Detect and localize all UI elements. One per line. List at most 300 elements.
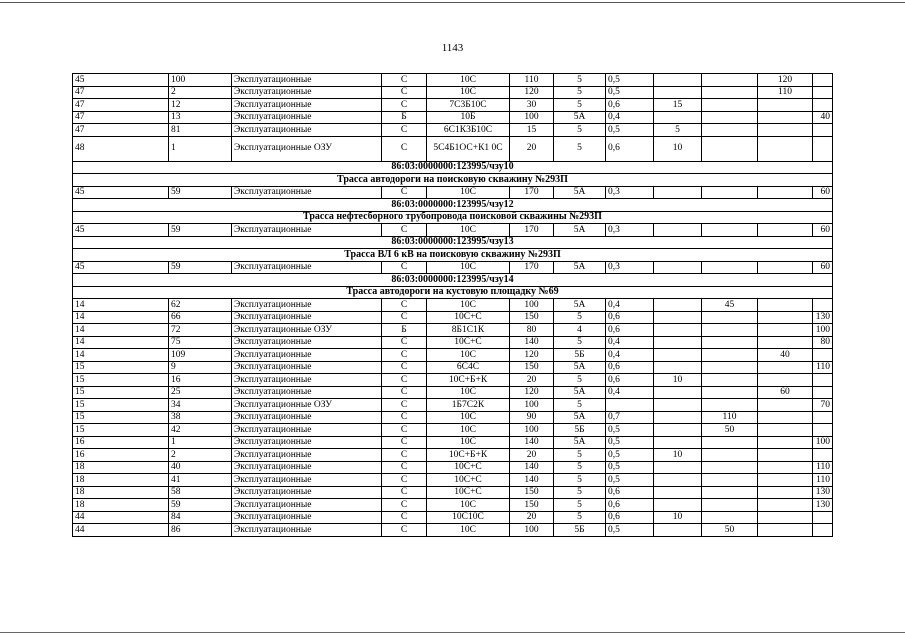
cell-age: 100 — [510, 424, 554, 437]
scan-edge-top — [0, 2, 905, 3]
cell-stock-a — [654, 524, 702, 537]
cell-species: Б — [382, 324, 427, 337]
cell-age: 140 — [510, 436, 554, 449]
cell-stock-b — [702, 124, 758, 137]
cell-bonitet: 5А — [554, 299, 606, 312]
cell-stock-a: 10 — [654, 511, 702, 524]
cell-species: С — [382, 349, 427, 362]
cell-stock-c — [758, 436, 813, 449]
cell-quarter: 18 — [73, 486, 169, 499]
cell-bonitet: 5 — [554, 474, 606, 487]
cell-bonitet: 5 — [554, 136, 606, 161]
cell-stock-a — [654, 499, 702, 512]
cell-density: 0,6 — [606, 486, 654, 499]
cell-stock-d — [813, 424, 833, 437]
cell-quarter: 14 — [73, 324, 169, 337]
cell-bonitet: 5А — [554, 111, 606, 124]
cell-stock-c — [758, 424, 813, 437]
cell-quarter: 16 — [73, 449, 169, 462]
table-row — [73, 486, 833, 499]
cell-stock-b — [702, 261, 758, 274]
cell-age: 20 — [510, 374, 554, 387]
cell-stock-b — [702, 136, 758, 161]
cell-category: Эксплуатационные — [232, 374, 382, 387]
cell-stock-d — [813, 411, 833, 424]
table-row — [73, 224, 833, 237]
cell-age: 100 — [510, 111, 554, 124]
section-header-row — [73, 199, 833, 212]
cell-composition: 10С — [427, 261, 510, 274]
cell-quarter: 14 — [73, 311, 169, 324]
cell-stock-c — [758, 261, 813, 274]
cell-species: С — [382, 361, 427, 374]
cell-bonitet: 5Б — [554, 349, 606, 362]
cell-stock-b — [702, 486, 758, 499]
cell-density: 0,6 — [606, 311, 654, 324]
cell-species: С — [382, 436, 427, 449]
cell-density: 0,4 — [606, 336, 654, 349]
cell-plot: 40 — [169, 461, 232, 474]
cell-stock-b — [702, 224, 758, 237]
cell-stock-b: 50 — [702, 524, 758, 537]
cell-composition: 10С — [427, 86, 510, 99]
cell-density: 0,6 — [606, 136, 654, 161]
section-title: Трасса автодороги на поисковую скважину №293П — [73, 174, 833, 187]
cell-stock-a — [654, 299, 702, 312]
cell-plot: 81 — [169, 124, 232, 137]
cell-stock-a — [654, 461, 702, 474]
cell-plot: 86 — [169, 524, 232, 537]
cell-density: 0,5 — [606, 474, 654, 487]
cell-quarter: 15 — [73, 374, 169, 387]
section-header-row — [73, 174, 833, 187]
cell-stock-c — [758, 524, 813, 537]
cell-density: 0,6 — [606, 361, 654, 374]
cell-quarter: 16 — [73, 436, 169, 449]
cell-bonitet: 5А — [554, 436, 606, 449]
cell-stock-a: 10 — [654, 449, 702, 462]
cell-stock-a — [654, 349, 702, 362]
cell-age: 150 — [510, 361, 554, 374]
cell-stock-c — [758, 111, 813, 124]
cell-composition: 10С+Б+К — [427, 449, 510, 462]
cell-plot: 12 — [169, 99, 232, 112]
cell-density: 0,5 — [606, 449, 654, 462]
cell-plot: 25 — [169, 386, 232, 399]
cell-stock-a — [654, 324, 702, 337]
cell-stock-a — [654, 361, 702, 374]
table-row — [73, 511, 833, 524]
cell-composition: 5С4Б1ОС+К1 0С — [427, 136, 510, 161]
table-row — [73, 311, 833, 324]
cell-age: 120 — [510, 386, 554, 399]
cell-stock-c — [758, 511, 813, 524]
cell-plot: 58 — [169, 486, 232, 499]
cell-density: 0,4 — [606, 111, 654, 124]
forest-inventory-table — [72, 73, 833, 537]
cell-stock-d — [813, 74, 833, 87]
section-header-row — [73, 249, 833, 262]
table-row — [73, 349, 833, 362]
cell-composition: 10С+Б+К — [427, 374, 510, 387]
cell-stock-c — [758, 499, 813, 512]
cell-composition: 10С — [427, 424, 510, 437]
cell-species: С — [382, 524, 427, 537]
cell-plot: 42 — [169, 424, 232, 437]
cell-density: 0,6 — [606, 499, 654, 512]
cell-density: 0,5 — [606, 461, 654, 474]
cell-species: С — [382, 124, 427, 137]
cell-stock-c — [758, 299, 813, 312]
cell-stock-b: 50 — [702, 424, 758, 437]
cell-composition: 10С — [427, 349, 510, 362]
table-row — [73, 111, 833, 124]
cell-species: С — [382, 299, 427, 312]
cell-composition: 10С+С — [427, 336, 510, 349]
cell-quarter: 18 — [73, 499, 169, 512]
cell-category: Эксплуатационные — [232, 261, 382, 274]
cell-species: С — [382, 399, 427, 412]
cell-stock-c: 110 — [758, 86, 813, 99]
cell-stock-a — [654, 311, 702, 324]
cell-category: Эксплуатационные — [232, 499, 382, 512]
cell-stock-d: 130 — [813, 499, 833, 512]
cell-composition: 6С4С — [427, 361, 510, 374]
cell-stock-c — [758, 186, 813, 199]
cell-plot: 41 — [169, 474, 232, 487]
cell-stock-b — [702, 349, 758, 362]
cell-density: 0,6 — [606, 511, 654, 524]
cell-stock-d: 100 — [813, 324, 833, 337]
cell-age: 140 — [510, 461, 554, 474]
cell-stock-d — [813, 374, 833, 387]
cell-category: Эксплуатационные — [232, 111, 382, 124]
cell-species: С — [382, 186, 427, 199]
cell-stock-b — [702, 99, 758, 112]
cell-stock-d: 70 — [813, 399, 833, 412]
cell-age: 90 — [510, 411, 554, 424]
cell-stock-b — [702, 499, 758, 512]
cell-composition: 10С — [427, 524, 510, 537]
cell-species: С — [382, 224, 427, 237]
cell-composition: 10С+С — [427, 311, 510, 324]
cell-stock-d — [813, 511, 833, 524]
cell-species: С — [382, 99, 427, 112]
cell-age: 170 — [510, 261, 554, 274]
cell-stock-a: 10 — [654, 374, 702, 387]
cell-category: Эксплуатационные — [232, 486, 382, 499]
cell-composition: 10С10С — [427, 511, 510, 524]
cell-bonitet: 5 — [554, 399, 606, 412]
cell-quarter: 45 — [73, 224, 169, 237]
table-row — [73, 436, 833, 449]
table-row — [73, 449, 833, 462]
cell-age: 150 — [510, 311, 554, 324]
cell-species: Б — [382, 111, 427, 124]
cell-composition: 1Б7С2К — [427, 399, 510, 412]
cell-stock-a — [654, 399, 702, 412]
cell-plot: 13 — [169, 111, 232, 124]
cell-stock-d — [813, 524, 833, 537]
cell-density: 0,6 — [606, 99, 654, 112]
cell-density: 0,6 — [606, 374, 654, 387]
cell-species: С — [382, 74, 427, 87]
cell-stock-c — [758, 136, 813, 161]
cell-plot: 38 — [169, 411, 232, 424]
cell-composition: 10С — [427, 436, 510, 449]
cell-quarter: 14 — [73, 336, 169, 349]
cell-category: Эксплуатационные — [232, 361, 382, 374]
cell-stock-b — [702, 186, 758, 199]
cell-stock-a — [654, 436, 702, 449]
cell-stock-a — [654, 186, 702, 199]
cell-stock-b — [702, 374, 758, 387]
cell-stock-c — [758, 449, 813, 462]
cell-stock-b — [702, 311, 758, 324]
cell-stock-c — [758, 99, 813, 112]
cell-density: 0,4 — [606, 386, 654, 399]
cell-species: С — [382, 336, 427, 349]
cell-quarter: 47 — [73, 86, 169, 99]
cell-plot: 59 — [169, 224, 232, 237]
cell-composition: 10С — [427, 386, 510, 399]
cell-category: Эксплуатационные — [232, 436, 382, 449]
cell-stock-b — [702, 361, 758, 374]
cell-quarter: 18 — [73, 461, 169, 474]
table-row — [73, 86, 833, 99]
cell-stock-a — [654, 424, 702, 437]
cell-stock-c — [758, 399, 813, 412]
cell-plot: 75 — [169, 336, 232, 349]
table-row — [73, 386, 833, 399]
cell-plot: 34 — [169, 399, 232, 412]
cell-quarter: 45 — [73, 261, 169, 274]
cell-stock-c — [758, 311, 813, 324]
table-row — [73, 424, 833, 437]
cell-stock-a — [654, 411, 702, 424]
cell-plot: 62 — [169, 299, 232, 312]
cell-stock-d: 40 — [813, 111, 833, 124]
cell-stock-d — [813, 99, 833, 112]
cell-stock-c — [758, 361, 813, 374]
cell-species: С — [382, 474, 427, 487]
cell-composition: 10С — [427, 224, 510, 237]
cell-stock-c — [758, 474, 813, 487]
table-row — [73, 186, 833, 199]
cell-species: С — [382, 511, 427, 524]
cell-bonitet: 5 — [554, 486, 606, 499]
cell-stock-d: 100 — [813, 436, 833, 449]
cell-stock-d: 80 — [813, 336, 833, 349]
cell-bonitet: 5 — [554, 311, 606, 324]
cell-quarter: 44 — [73, 524, 169, 537]
cell-category: Эксплуатационные — [232, 74, 382, 87]
cell-stock-b — [702, 324, 758, 337]
cell-category: Эксплуатационные — [232, 186, 382, 199]
section-title: Трасса автодороги на кустовую площадку №69 — [73, 286, 833, 299]
section-title: 86:03:0000000:123995/чзу10 — [73, 161, 833, 174]
cell-quarter: 15 — [73, 399, 169, 412]
cell-age: 120 — [510, 86, 554, 99]
cell-stock-d — [813, 86, 833, 99]
cell-quarter: 14 — [73, 299, 169, 312]
cell-quarter: 45 — [73, 186, 169, 199]
cell-stock-c — [758, 486, 813, 499]
cell-density: 0,5 — [606, 436, 654, 449]
section-title: 86:03:0000000:123995/чзу13 — [73, 236, 833, 249]
cell-quarter: 48 — [73, 136, 169, 161]
cell-species: С — [382, 411, 427, 424]
cell-stock-b — [702, 111, 758, 124]
cell-category: Эксплуатационные — [232, 424, 382, 437]
section-title: 86:03:0000000:123995/чзу14 — [73, 274, 833, 287]
cell-bonitet: 5 — [554, 74, 606, 87]
cell-category: Эксплуатационные — [232, 311, 382, 324]
cell-quarter: 18 — [73, 474, 169, 487]
cell-stock-c — [758, 461, 813, 474]
cell-age: 120 — [510, 349, 554, 362]
cell-density: 0,3 — [606, 224, 654, 237]
cell-plot: 66 — [169, 311, 232, 324]
cell-stock-a: 10 — [654, 136, 702, 161]
cell-stock-d: 130 — [813, 311, 833, 324]
cell-stock-d: 60 — [813, 224, 833, 237]
page-number: 1143 — [441, 42, 464, 54]
cell-composition: 6С1К3Б10С — [427, 124, 510, 137]
cell-age: 110 — [510, 74, 554, 87]
cell-category: Эксплуатационные — [232, 299, 382, 312]
table-row — [73, 324, 833, 337]
cell-plot: 1 — [169, 136, 232, 161]
cell-quarter: 47 — [73, 99, 169, 112]
cell-species: С — [382, 461, 427, 474]
cell-composition: 10С — [427, 411, 510, 424]
table-row — [73, 399, 833, 412]
cell-species: С — [382, 486, 427, 499]
cell-stock-b — [702, 74, 758, 87]
cell-stock-b — [702, 399, 758, 412]
cell-stock-a: 15 — [654, 99, 702, 112]
cell-density: 0,5 — [606, 524, 654, 537]
cell-age: 140 — [510, 336, 554, 349]
table-row — [73, 374, 833, 387]
cell-bonitet: 5 — [554, 336, 606, 349]
cell-plot: 16 — [169, 374, 232, 387]
cell-age: 170 — [510, 224, 554, 237]
cell-stock-b — [702, 511, 758, 524]
cell-stock-d — [813, 449, 833, 462]
cell-category: Эксплуатационные — [232, 124, 382, 137]
cell-age: 150 — [510, 499, 554, 512]
cell-bonitet: 5А — [554, 261, 606, 274]
table-row — [73, 74, 833, 87]
cell-age: 30 — [510, 99, 554, 112]
cell-density: 0,4 — [606, 349, 654, 362]
cell-composition: 7С3Б10С — [427, 99, 510, 112]
cell-stock-d — [813, 299, 833, 312]
section-header-row — [73, 161, 833, 174]
cell-stock-b — [702, 386, 758, 399]
table-row — [73, 124, 833, 137]
section-header-row — [73, 286, 833, 299]
cell-bonitet: 5А — [554, 224, 606, 237]
cell-quarter: 47 — [73, 111, 169, 124]
cell-category: Эксплуатационные ОЗУ — [232, 136, 382, 161]
cell-stock-a — [654, 386, 702, 399]
cell-stock-b — [702, 436, 758, 449]
table-row — [73, 461, 833, 474]
cell-composition: 10С — [427, 299, 510, 312]
cell-stock-a — [654, 261, 702, 274]
cell-stock-d: 110 — [813, 461, 833, 474]
cell-quarter: 15 — [73, 386, 169, 399]
cell-composition: 8Б1С1К — [427, 324, 510, 337]
cell-plot: 2 — [169, 86, 232, 99]
cell-plot: 2 — [169, 449, 232, 462]
cell-bonitet: 5 — [554, 461, 606, 474]
cell-stock-d: 60 — [813, 186, 833, 199]
cell-category: Эксплуатационные — [232, 524, 382, 537]
cell-composition: 10Б — [427, 111, 510, 124]
cell-stock-b — [702, 336, 758, 349]
cell-bonitet: 5А — [554, 386, 606, 399]
cell-plot: 109 — [169, 349, 232, 362]
cell-age: 100 — [510, 299, 554, 312]
cell-quarter: 15 — [73, 361, 169, 374]
cell-stock-d — [813, 124, 833, 137]
cell-quarter: 15 — [73, 411, 169, 424]
cell-quarter: 15 — [73, 424, 169, 437]
cell-species: С — [382, 424, 427, 437]
cell-bonitet: 5 — [554, 449, 606, 462]
cell-stock-a — [654, 111, 702, 124]
cell-category: Эксплуатационные — [232, 511, 382, 524]
cell-quarter: 14 — [73, 349, 169, 362]
cell-stock-c: 120 — [758, 74, 813, 87]
cell-composition: 10С — [427, 186, 510, 199]
cell-stock-c — [758, 324, 813, 337]
cell-species: С — [382, 386, 427, 399]
cell-stock-d — [813, 349, 833, 362]
table-row — [73, 361, 833, 374]
cell-density: 0,6 — [606, 324, 654, 337]
table-row — [73, 411, 833, 424]
cell-bonitet: 5А — [554, 361, 606, 374]
cell-species: С — [382, 136, 427, 161]
cell-category: Эксплуатационные — [232, 86, 382, 99]
cell-stock-b: 45 — [702, 299, 758, 312]
cell-stock-d — [813, 386, 833, 399]
scan-edge-bottom — [0, 632, 905, 633]
cell-category: Эксплуатационные — [232, 449, 382, 462]
cell-composition: 10С+С — [427, 474, 510, 487]
table-row — [73, 499, 833, 512]
cell-bonitet: 5 — [554, 511, 606, 524]
cell-age: 15 — [510, 124, 554, 137]
cell-species: С — [382, 261, 427, 274]
cell-species: С — [382, 449, 427, 462]
cell-bonitet: 5 — [554, 99, 606, 112]
table-row — [73, 474, 833, 487]
cell-stock-a — [654, 474, 702, 487]
cell-plot: 100 — [169, 74, 232, 87]
cell-stock-d: 60 — [813, 261, 833, 274]
table-row — [73, 136, 833, 161]
cell-category: Эксплуатационные — [232, 224, 382, 237]
section-title: 86:03:0000000:123995/чзу12 — [73, 199, 833, 212]
cell-age: 100 — [510, 524, 554, 537]
cell-plot: 59 — [169, 499, 232, 512]
